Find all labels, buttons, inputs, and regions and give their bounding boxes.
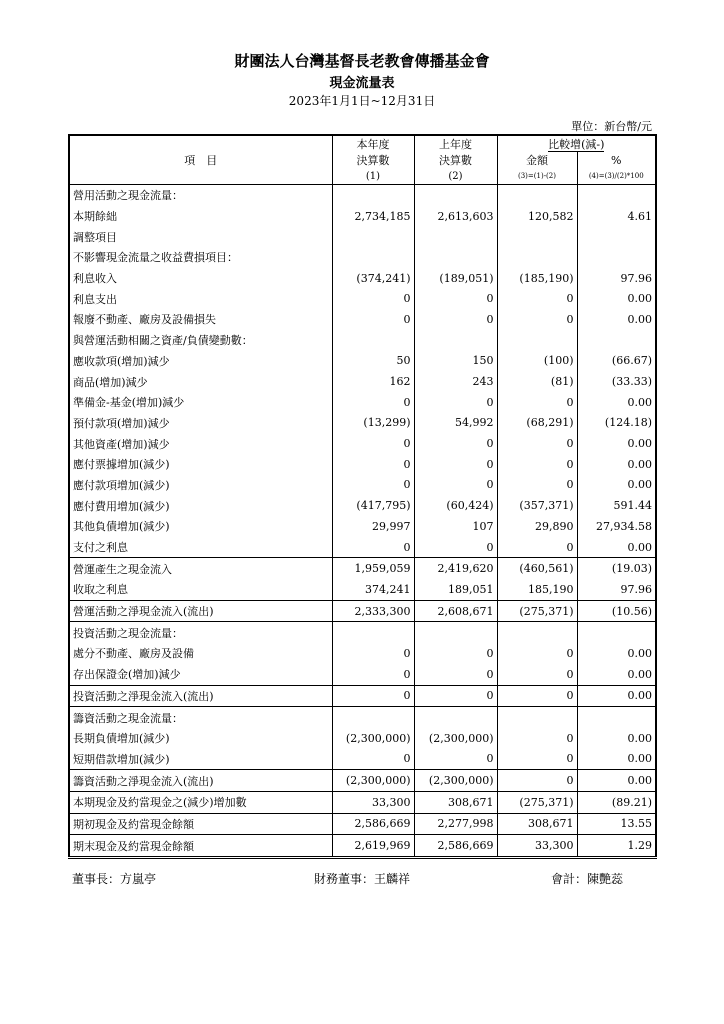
- table-row: [69, 664, 656, 685]
- row-change-pct: 0.00: [577, 664, 656, 685]
- row-change-pct: [577, 226, 656, 247]
- table-row: [69, 813, 656, 835]
- row-label: 投資活動之淨現金流入(流出): [69, 685, 332, 707]
- row-prior: [414, 226, 497, 247]
- row-label: 收取之利息: [69, 579, 332, 600]
- row-change-pct: 0.00: [577, 537, 656, 558]
- row-label: 投資活動之現金流量：: [69, 622, 332, 643]
- row-prior: 243: [414, 371, 497, 392]
- organization-name: 財團法人台灣基督長老教會傳播基金會: [234, 52, 490, 70]
- row-label: 利息支出: [69, 288, 332, 309]
- row-current: 0: [332, 288, 414, 309]
- table-row: [69, 558, 656, 579]
- row-current: (13,299): [332, 413, 414, 434]
- table-row: [69, 600, 656, 622]
- table-row: [69, 226, 656, 247]
- row-change-amount: [497, 226, 577, 247]
- table-row: [69, 749, 656, 770]
- row-label: 準備金-基金(增加)減少: [69, 392, 332, 413]
- header-item: 項 目: [69, 135, 332, 185]
- row-change-amount: 29,890: [497, 516, 577, 537]
- row-change-pct: (19.03): [577, 558, 656, 579]
- row-change-amount: 0: [497, 433, 577, 454]
- row-label: 商品(增加)減少: [69, 371, 332, 392]
- row-prior: 0: [414, 749, 497, 770]
- row-prior: 0: [414, 685, 497, 707]
- table-row: [69, 433, 656, 454]
- table-row: [69, 309, 656, 330]
- table-row: [69, 185, 656, 206]
- row-change-amount: (357,371): [497, 495, 577, 516]
- row-label: 期初現金及約當現金餘額: [69, 813, 332, 835]
- row-change-amount: 0: [497, 664, 577, 685]
- row-change-pct: 1.29: [577, 835, 656, 858]
- row-current: 162: [332, 371, 414, 392]
- header-compare: [497, 135, 656, 152]
- row-current: (2,300,000): [332, 728, 414, 749]
- table-row: [69, 622, 656, 643]
- table-row: [69, 516, 656, 537]
- header-amount: 金額: [497, 152, 577, 168]
- row-change-pct: 0.00: [577, 392, 656, 413]
- row-prior: 0: [414, 537, 497, 558]
- table-row: [69, 288, 656, 309]
- table-row: [69, 835, 656, 858]
- row-change-amount: 308,671: [497, 813, 577, 835]
- row-prior: (60,424): [414, 495, 497, 516]
- row-label: 應付款項增加(減少): [69, 475, 332, 496]
- row-label: 本期現金及約當現金之(減少)增加數: [69, 791, 332, 813]
- row-label: 利息收入: [69, 268, 332, 289]
- row-label: 應收款項(增加)減少: [69, 351, 332, 372]
- row-current: [332, 330, 414, 351]
- row-label: 短期借款增加(減少): [69, 749, 332, 770]
- row-prior: 308,671: [414, 791, 497, 813]
- row-current: 0: [332, 685, 414, 707]
- row-prior: [414, 247, 497, 268]
- row-change-amount: 0: [497, 728, 577, 749]
- row-current: [332, 707, 414, 728]
- row-change-pct: (10.56): [577, 600, 656, 622]
- row-prior: 0: [414, 288, 497, 309]
- row-prior: 0: [414, 454, 497, 475]
- row-change-amount: 0: [497, 749, 577, 770]
- row-change-pct: 0.00: [577, 770, 656, 792]
- row-prior: 0: [414, 475, 497, 496]
- row-prior: 107: [414, 516, 497, 537]
- row-label: 其他資產(增加)減少: [69, 433, 332, 454]
- table-row: [69, 351, 656, 372]
- row-current: 0: [332, 537, 414, 558]
- row-prior: 0: [414, 309, 497, 330]
- row-prior: 189,051: [414, 579, 497, 600]
- row-prior: 150: [414, 351, 497, 372]
- row-current: 0: [332, 664, 414, 685]
- row-current: 2,333,300: [332, 600, 414, 622]
- row-change-pct: 97.96: [577, 268, 656, 289]
- row-current: [332, 185, 414, 206]
- row-change-amount: 0: [497, 770, 577, 792]
- row-change-pct: 13.55: [577, 813, 656, 835]
- row-change-pct: 0.00: [577, 728, 656, 749]
- table-row: [69, 791, 656, 813]
- row-change-amount: 120,582: [497, 206, 577, 227]
- row-change-amount: (68,291): [497, 413, 577, 434]
- row-current: 50: [332, 351, 414, 372]
- row-change-amount: 0: [497, 475, 577, 496]
- row-change-amount: 0: [497, 537, 577, 558]
- row-label: 處分不動產、廠房及設備: [69, 643, 332, 664]
- report-period: 2023年1月1日~12月31日: [288, 94, 436, 108]
- header-compare-label: 比較增(減-): [548, 138, 605, 151]
- row-prior: 0: [414, 664, 497, 685]
- row-current: 33,300: [332, 791, 414, 813]
- row-change-amount: 0: [497, 288, 577, 309]
- row-label: 籌資活動之淨現金流入(流出): [69, 770, 332, 792]
- row-change-pct: (89.21): [577, 791, 656, 813]
- row-current: 1,959,059: [332, 558, 414, 579]
- row-current: 29,997: [332, 516, 414, 537]
- row-current: 2,619,969: [332, 835, 414, 858]
- row-prior: 0: [414, 433, 497, 454]
- row-change-amount: [497, 707, 577, 728]
- row-label: 不影響現金流量之收益費損項目：: [69, 247, 332, 268]
- row-current: 2,734,185: [332, 206, 414, 227]
- table-row: [69, 371, 656, 392]
- table-row: [69, 413, 656, 434]
- header-current-budget: 決算數: [332, 152, 414, 168]
- row-change-pct: 0.00: [577, 288, 656, 309]
- row-prior: (2,300,000): [414, 770, 497, 792]
- row-change-pct: (66.67): [577, 351, 656, 372]
- table-row: [69, 247, 656, 268]
- row-current: [332, 247, 414, 268]
- row-label: 存出保證金(增加)減少: [69, 664, 332, 685]
- row-change-amount: 0: [497, 643, 577, 664]
- row-current: 0: [332, 475, 414, 496]
- row-change-amount: 0: [497, 454, 577, 475]
- row-change-pct: [577, 247, 656, 268]
- row-prior: 2,586,669: [414, 835, 497, 858]
- row-change-pct: [577, 622, 656, 643]
- row-label: 長期負債增加(減少): [69, 728, 332, 749]
- report-title: 現金流量表: [329, 76, 395, 91]
- row-label: 與營運活動相關之資產/負債變動數：: [69, 330, 332, 351]
- finance-director-signature: 財務董事：王麟祥: [314, 872, 411, 886]
- row-label: 調整項目: [69, 226, 332, 247]
- row-label: 營運產生之現金流入: [69, 558, 332, 579]
- table-row: [69, 206, 656, 227]
- table-row: [69, 579, 656, 600]
- row-current: [332, 622, 414, 643]
- row-change-amount: 0: [497, 309, 577, 330]
- table-row: [69, 268, 656, 289]
- row-change-amount: [497, 330, 577, 351]
- row-prior: 0: [414, 392, 497, 413]
- row-prior: 2,608,671: [414, 600, 497, 622]
- header-current-ref: (1): [332, 168, 414, 185]
- row-change-pct: 97.96: [577, 579, 656, 600]
- row-current: [332, 226, 414, 247]
- row-change-pct: 0.00: [577, 475, 656, 496]
- row-label: 應付票據增加(減少): [69, 454, 332, 475]
- table-header: [69, 135, 656, 185]
- header-prior-ref: (2): [414, 168, 497, 185]
- row-change-pct: 0.00: [577, 433, 656, 454]
- header-current-year: 本年度: [332, 135, 414, 152]
- row-current: (374,241): [332, 268, 414, 289]
- row-label: 期末現金及約當現金餘額: [69, 835, 332, 858]
- row-change-pct: [577, 707, 656, 728]
- row-prior: 54,992: [414, 413, 497, 434]
- row-change-pct: 0.00: [577, 749, 656, 770]
- table-body: [69, 185, 656, 858]
- row-change-pct: [577, 185, 656, 206]
- row-change-amount: (460,561): [497, 558, 577, 579]
- row-prior: 2,277,998: [414, 813, 497, 835]
- row-current: 0: [332, 392, 414, 413]
- row-label: 報廢不動產、廠房及設備損失: [69, 309, 332, 330]
- row-current: 2,586,669: [332, 813, 414, 835]
- accountant-signature: 會計：陳艷蕊: [551, 872, 624, 886]
- header-pct: %: [577, 152, 656, 168]
- row-current: (2,300,000): [332, 770, 414, 792]
- row-current: (417,795): [332, 495, 414, 516]
- row-prior: (189,051): [414, 268, 497, 289]
- header-prior-year: 上年度: [414, 135, 497, 152]
- row-change-amount: [497, 185, 577, 206]
- table-row: [69, 392, 656, 413]
- row-current: 0: [332, 433, 414, 454]
- row-current: 0: [332, 309, 414, 330]
- row-change-pct: (33.33): [577, 371, 656, 392]
- row-change-amount: [497, 622, 577, 643]
- row-prior: [414, 330, 497, 351]
- row-prior: [414, 622, 497, 643]
- row-prior: 2,613,603: [414, 206, 497, 227]
- row-change-amount: 185,190: [497, 579, 577, 600]
- row-change-pct: 0.00: [577, 643, 656, 664]
- row-current: 0: [332, 454, 414, 475]
- row-change-pct: [577, 330, 656, 351]
- table-row: [69, 330, 656, 351]
- table-row: [69, 475, 656, 496]
- row-current: 374,241: [332, 579, 414, 600]
- row-change-amount: (275,371): [497, 600, 577, 622]
- table-row: [69, 770, 656, 792]
- row-change-amount: 0: [497, 392, 577, 413]
- header-prior-budget: 決算數: [414, 152, 497, 168]
- row-prior: [414, 707, 497, 728]
- row-change-pct: 0.00: [577, 685, 656, 707]
- row-label: 本期餘絀: [69, 206, 332, 227]
- row-change-pct: 27,934.58: [577, 516, 656, 537]
- row-change-pct: 0.00: [577, 309, 656, 330]
- row-change-amount: (100): [497, 351, 577, 372]
- row-change-amount: (185,190): [497, 268, 577, 289]
- row-change-amount: (275,371): [497, 791, 577, 813]
- header-amount-formula: (3)=(1)-(2): [497, 168, 577, 185]
- row-change-pct: 0.00: [577, 454, 656, 475]
- row-change-amount: [497, 247, 577, 268]
- row-label: 營運活動之淨現金流入(流出): [69, 600, 332, 622]
- row-change-pct: 4.61: [577, 206, 656, 227]
- table-row: [69, 454, 656, 475]
- row-label: 其他負債增加(減少): [69, 516, 332, 537]
- row-prior: (2,300,000): [414, 728, 497, 749]
- table-row: [69, 707, 656, 728]
- row-current: 0: [332, 749, 414, 770]
- row-current: 0: [332, 643, 414, 664]
- row-label: 籌資活動之現金流量：: [69, 707, 332, 728]
- row-prior: [414, 185, 497, 206]
- row-change-amount: (81): [497, 371, 577, 392]
- currency-unit: 單位：新台幣/元: [571, 120, 652, 133]
- row-prior: 0: [414, 643, 497, 664]
- row-change-pct: (124.18): [577, 413, 656, 434]
- chairman-signature: 董事長：方嵐亭: [72, 872, 157, 886]
- row-label: 營用活動之現金流量：: [69, 185, 332, 206]
- table-row: [69, 537, 656, 558]
- row-change-pct: 591.44: [577, 495, 656, 516]
- cash-flow-table: [68, 134, 657, 859]
- table-row: [69, 728, 656, 749]
- row-label: 應付費用增加(減少): [69, 495, 332, 516]
- row-prior: 2,419,620: [414, 558, 497, 579]
- row-label: 預付款項(增加)減少: [69, 413, 332, 434]
- row-change-amount: 0: [497, 685, 577, 707]
- row-label: 支付之利息: [69, 537, 332, 558]
- table-row: [69, 495, 656, 516]
- header-pct-formula: (4)=(3)/(2)*100: [577, 168, 656, 185]
- row-change-amount: 33,300: [497, 835, 577, 858]
- table-row: [69, 643, 656, 664]
- table-row: [69, 685, 656, 707]
